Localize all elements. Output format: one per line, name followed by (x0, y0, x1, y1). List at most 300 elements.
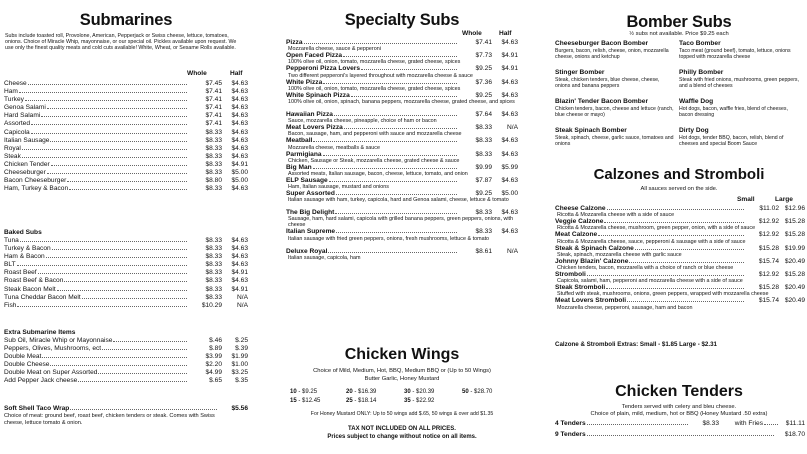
item-price-half: $5.00 (231, 169, 248, 177)
baked-subs-list (4, 225, 248, 310)
menu-row (4, 129, 248, 137)
item-name: 9 Tenders (555, 431, 586, 439)
menu-row (4, 369, 248, 377)
item-price-whole: $8.33 (205, 261, 222, 269)
item-price-whole: $8.33 (205, 185, 222, 193)
item-price-whole: $9.25 (475, 65, 492, 73)
item-price-whole: $2.20 (205, 361, 222, 369)
item-price-whole: $8.61 (475, 247, 492, 255)
item-name: Steak Bacon Melt (4, 285, 56, 293)
item-price-whole: $7.41 (205, 104, 222, 112)
item-name-wrap (286, 248, 458, 255)
menu-row (555, 271, 805, 278)
item-name: Assorted (4, 120, 31, 128)
wing-count: 30 (404, 389, 411, 395)
item-description: Italian sausage with ham, turkey, capicola, hard and Genoa salami, cheese, lettuce & tomato (288, 197, 509, 204)
item-price-half: $4.63 (501, 137, 518, 145)
item-description: Stuffed with steak, mushrooms, onions, green peppers, wrapped with mozzarella cheese (557, 291, 769, 298)
item-price-whole: $.46 (209, 337, 222, 344)
item-description: Two different pepperoni's layered throughout with mozzarella cheese & sauce (288, 72, 473, 79)
wings-note: For Honey Mustard ONLY: Up to 50 wings add $.65, 50 wings & over add $1.35 (310, 411, 494, 417)
item-price-half: $4.63 (231, 80, 248, 87)
item-name: Tuna (4, 237, 19, 244)
item-price-whole: $8.33 (205, 277, 222, 285)
menu-row (555, 420, 805, 428)
item-name-wrap (286, 39, 458, 46)
item-description: Ricotta & Mozzarella cheese, sauce, pepperoni & sausage with a side of sauce (557, 238, 746, 245)
item-name: The Big Delight (286, 209, 335, 217)
item-price-large: $15.28 (784, 270, 805, 278)
item-description: Mozzarella cheese, meatballs & sauce (288, 144, 380, 151)
item-price: $8.33 (702, 420, 719, 427)
menu-row (4, 96, 248, 104)
item-price-half: $4.63 (501, 150, 518, 158)
menu-row (4, 120, 248, 128)
item-name: Sub Oil, Miracle Whip or Mayonnaise (4, 337, 113, 344)
item-price-whole: $8.33 (475, 137, 492, 145)
menu-row (4, 237, 248, 245)
wing-count: 50 (462, 389, 469, 395)
calzone-list (555, 205, 805, 311)
item-price-whole: $8.33 (205, 269, 222, 277)
item-description: Hot dogs, bacon, waffle fries, blend of cheeses, bacon dressing (679, 105, 788, 118)
item-price-half: $4.63 (501, 78, 518, 86)
specialty-list (286, 39, 518, 261)
item-price-whole: $9.25 (475, 190, 492, 198)
menu-row (4, 302, 248, 310)
item-price-small: $12.92 (758, 270, 779, 278)
item-price: $5.56 (231, 405, 248, 412)
item-name: White Pizza (286, 78, 323, 86)
item-price-whole: $8.33 (475, 209, 492, 217)
item-price-whole: $8.33 (205, 253, 222, 261)
menu-row (4, 169, 248, 177)
item-price-whole: $8.33 (205, 293, 222, 301)
item-name: Fish (4, 301, 17, 309)
wing-price: $28.70 (474, 389, 493, 395)
item-price-large: $20.49 (784, 284, 805, 292)
submarines-intro: Subs include toasted roll, Provolone, American, Pepperjack or Swiss cheese, lettuce, tomatoes, onions. Choice of Miracle Whip, mayonnaise, or our special oil. Pickles available upon request. We use only the finest quality meats and cold cuts available! White, Wheat, or Sesame Rolls available. (5, 33, 237, 52)
item-name: Cheeseburger Bacon Bomber (555, 40, 649, 47)
menu-row (4, 261, 248, 269)
col-whole-header: Whole (462, 30, 482, 37)
item-name: Double Meat (4, 353, 42, 361)
item-price-half: $4.63 (231, 120, 248, 128)
item-price-whole: $7.64 (475, 110, 492, 118)
menu-row (555, 231, 805, 238)
specialty-title: Specialty Subs (344, 11, 460, 29)
item-price-half: $4.63 (231, 277, 248, 285)
item-name: Ham, Turkey & Bacon (4, 185, 69, 193)
item-description: 100% olive oil, onion, spinach, banana peppers, mozzarella cheese, grated cheese, and spices (288, 98, 515, 105)
submarine-list (4, 80, 248, 193)
menu-row (4, 112, 248, 120)
menu-row (286, 177, 518, 184)
tenders-line2: Choice of plain, mild, medium, hot or BBQ (Honey Mustard .50 extra) (590, 411, 768, 417)
item-price-half: $4.63 (231, 136, 248, 144)
menu-row (4, 286, 248, 294)
item-price-small: $15.28 (758, 284, 779, 292)
menu-row (4, 80, 248, 88)
extra-items-heading: Extra Submarine Items (4, 329, 76, 336)
item-name-wrap (555, 245, 745, 252)
menu-row (555, 245, 805, 252)
item-price-whole: $8.33 (475, 228, 492, 236)
wing-count: 25 (346, 398, 353, 404)
menu-row (4, 161, 248, 169)
item-price-whole: $8.33 (205, 144, 222, 152)
wing-price: $9.25 (302, 389, 318, 395)
item-name: Deluxe Royal (286, 247, 328, 255)
item-description: Sauce, mozzarella cheese, pineapple, choice of ham or bacon (288, 118, 437, 125)
item-price-half: $4.63 (501, 91, 518, 99)
item-name: Steak (4, 152, 21, 160)
item-name-wrap (286, 124, 458, 131)
item-description: Assorted meats, Italian sausage, bacon, cheese, lettuce, tomato, and onion (288, 170, 468, 177)
wings-line1: Choice of Mild, Medium, Hot, BBQ, Medium BBQ or (Up to 50 Wings) (313, 368, 491, 374)
item-price-whole: $7.41 (205, 88, 222, 96)
wing-price-cell: 10 - $9.25 (290, 389, 318, 395)
item-description: Capicola, salami, ham, pepperoni and mozzarella cheese with a side of sauce (557, 278, 743, 285)
item-name: Royal (4, 144, 21, 152)
item-price-half: N/A (507, 124, 518, 132)
menu-row (4, 245, 248, 253)
item-with-label: with Fries (734, 420, 763, 427)
item-name: Big Man (286, 163, 312, 171)
item-price-whole: $8.80 (205, 177, 222, 185)
item-price-half: $.25 (235, 337, 248, 344)
tenders-title: Chicken Tenders (615, 383, 743, 400)
menu-row (4, 361, 248, 369)
wing-price: $22.92 (416, 398, 435, 404)
col-whole-header: Whole (187, 70, 207, 77)
item-price-whole: $.89 (209, 345, 222, 353)
menu-row (4, 253, 248, 261)
item-name: Meat Calzone (555, 231, 598, 239)
item-name: Chicken Tender (4, 160, 50, 168)
item-price-large: $15.28 (784, 218, 805, 226)
item-price-whole: $7.41 (205, 120, 222, 128)
menu-row (286, 209, 518, 216)
menu-row (286, 92, 518, 99)
item-name: Turkey & Bacon (4, 245, 51, 253)
item-price-whole: $8.33 (205, 285, 222, 293)
menu-row (555, 258, 805, 265)
item-price-whole: $8.33 (205, 160, 222, 168)
item-price-whole: $7.73 (475, 52, 492, 60)
item-description: Italian sausage with fried green peppers, onions, fresh mushrooms, lettuce & tomato (288, 235, 490, 242)
bomber-left-list (555, 40, 675, 156)
wing-price: $16.39 (358, 389, 377, 395)
menu-row (555, 431, 805, 439)
item-name: Stromboli (555, 270, 586, 278)
item-price-whole: $8.33 (205, 245, 222, 253)
item-description: Bacon, sausage, ham, and pepperoni with sauce and mozzarella cheese (288, 131, 462, 138)
item-name: Bacon Cheeseburger (4, 177, 67, 185)
item-description: Sausage, ham, hard salami, capicola with grilled banana peppers, green peppers, onions, with cheese (288, 216, 514, 229)
item-price-whole: $8.33 (205, 152, 222, 160)
item-name: Hard Salami (4, 112, 41, 120)
menu-row (286, 190, 518, 197)
item-description: Steak, spinach, cheese, garlic sauce, tomatoes and onions (555, 134, 674, 147)
item-price-large: $20.49 (784, 297, 805, 305)
bomber-item (679, 40, 803, 69)
menu-row (555, 297, 805, 304)
item-price-half: $4.63 (231, 88, 248, 96)
wings-line2: Butter Garlic, Honey Mustard (364, 376, 440, 382)
item-name: Dirty Dog (679, 127, 709, 134)
menu-row (4, 88, 248, 96)
item-name: Roast Beef (4, 269, 37, 277)
item-price-whole: $7.45 (205, 80, 222, 87)
baked-subs-heading: Baked Subs (4, 229, 42, 236)
item-price-whole: $10.29 (201, 301, 222, 309)
item-name: Steak Spinach Bomber (555, 127, 627, 134)
item-name: 4 Tenders (555, 420, 586, 427)
bomber-item (555, 127, 675, 156)
item-name: Blazin' Tender Bacon Bomber (555, 98, 649, 105)
item-price-half: $4.63 (231, 152, 248, 160)
item-price-half: $.39 (235, 345, 248, 353)
item-name-wrap (555, 271, 745, 278)
item-name: Johnny Blazin' Calzone (555, 257, 629, 265)
calzone-extras: Calzone & Stromboli Extras: Small - $1.85 Large - $2.31 (555, 341, 717, 348)
item-price-whole: $7.41 (205, 96, 222, 104)
menu-row (4, 145, 248, 153)
calzones-title: Calzones and Stromboli (593, 166, 765, 183)
item-name: Meatball (286, 137, 313, 145)
item-description: Italian sausage, capicola, ham (288, 254, 361, 261)
item-price-half: N/A (237, 301, 248, 309)
item-name: Italian Sausage (4, 136, 50, 144)
item-price-half: $4.91 (231, 285, 248, 293)
item-with-price: $11.11 (785, 420, 805, 427)
item-price-half: $1.00 (231, 361, 248, 369)
item-description: Burgers, bacon, relish, cheese, onion, mozzarella cheese, onions and ketchup (555, 47, 669, 60)
menu-row (4, 137, 248, 145)
menu-row (4, 277, 248, 285)
menu-row (286, 228, 518, 235)
item-price-half: $4.91 (231, 269, 248, 277)
item-name: Super Assorted (286, 190, 335, 198)
item-price-half: $4.63 (231, 261, 248, 269)
item-description: Ricotta & Mozzarella cheese, mushroom, green pepper, onion, with a side of sauce (557, 225, 756, 232)
bomber-item (679, 127, 803, 156)
item-name-wrap (286, 228, 458, 235)
item-price-half: N/A (507, 247, 518, 255)
item-name-wrap (286, 209, 458, 216)
item-price-half: $4.63 (231, 128, 248, 136)
item-price-half: $4.63 (501, 110, 518, 118)
wings-title: Chicken Wings (344, 346, 460, 363)
item-price-whole: $9.99 (475, 163, 492, 171)
bomber-item (555, 69, 675, 98)
item-name: Ham & Bacon (4, 253, 45, 261)
item-name: Open Faced Pizza (286, 52, 343, 60)
item-name: Genoa Salami (4, 104, 46, 112)
col-half-header: Half (230, 70, 243, 77)
item-name-wrap (555, 284, 745, 291)
item-name-wrap (555, 218, 745, 225)
item-price-whole: $.65 (209, 377, 222, 385)
item-name: Philly Bomber (679, 69, 724, 76)
item-description: Hot dogs, tender BBQ, bacon, relish, blend of cheeses and special Boom Sauce (679, 134, 784, 147)
item-price-large: $12.96 (784, 205, 805, 212)
wing-price: $18.14 (358, 398, 377, 404)
item-price-small: $15.74 (758, 257, 779, 265)
menu-row (4, 177, 248, 185)
item-price-large: $15.28 (784, 231, 805, 239)
col-large-header: Large (775, 196, 793, 203)
bomber-item (679, 69, 803, 98)
price-change-note: Prices subject to change without notice on all items. (327, 434, 477, 440)
item-name: Stinger Bomber (555, 69, 605, 76)
item-price-whole: $8.33 (475, 124, 492, 132)
item-description: Steak, spinach, mozzarella cheese with garlic sauce (557, 251, 682, 258)
item-description: Steak, chicken tenders, blue cheese, cheese, onions and banana peppers (555, 76, 660, 89)
tenders-line1: Tenders served with celery and bleu cheese. (621, 404, 737, 410)
menu-row (4, 405, 248, 413)
item-price-half: $4.63 (231, 112, 248, 120)
item-name: Tuna Cheddar Bacon Melt (4, 293, 81, 301)
item-name-wrap (286, 151, 458, 158)
item-description: 100% olive oil, onion, tomato, mozzarella cheese, grated cheese, spices (288, 85, 461, 92)
item-price-half: $4.63 (231, 245, 248, 253)
item-price-half: $4.91 (501, 65, 518, 73)
wing-count: 35 (404, 398, 411, 404)
item-price-whole: $3.99 (205, 353, 222, 361)
item-price-half: $5.99 (501, 163, 518, 171)
item-name-wrap (555, 205, 745, 212)
item-name-wrap (286, 177, 458, 184)
item-description: Ricotta & Mozzarella cheese with a side of sauce (557, 212, 675, 219)
tenders-list (555, 420, 805, 439)
item-description: 100% olive oil, onion, tomato, mozzarella cheese, grated cheese, spices (288, 59, 461, 66)
item-price-half: $4.63 (501, 176, 518, 184)
item-name: Add Pepper Jack cheese (4, 377, 78, 385)
item-price: $18.70 (784, 431, 805, 439)
menu-row (286, 124, 518, 131)
wing-count: 15 (290, 398, 297, 404)
item-name: Italian Supreme (286, 228, 336, 236)
item-price-whole: $4.99 (205, 369, 222, 377)
item-name: Pizza (286, 39, 303, 46)
bomber-title: Bomber Subs (626, 13, 732, 31)
item-price-whole: $7.36 (475, 78, 492, 86)
item-price-half: $4.63 (501, 228, 518, 236)
item-name: Steak & Spinach Calzone (555, 244, 634, 252)
item-name-wrap (286, 137, 458, 144)
item-name: Capicola (4, 128, 30, 136)
item-name: Steak Stromboli (555, 284, 606, 292)
item-name: Waffle Dog (679, 98, 714, 105)
bomber-subtitle: ½ subs not available. Price $9.25 each (629, 31, 729, 37)
item-price-whole: $8.33 (205, 237, 222, 244)
item-name-wrap (286, 92, 458, 99)
menu-row (4, 294, 248, 302)
tax-note: TAX NOT INCLUDED ON ALL PRICES. (348, 426, 456, 432)
extra-items-list (4, 325, 248, 386)
menu-row (286, 248, 518, 255)
col-half-header: Half (499, 30, 512, 37)
item-price-half: $4.63 (501, 209, 518, 217)
wing-count: 20 (346, 389, 353, 395)
menu-row (4, 153, 248, 161)
item-description: Chicken tenders, bacon, cheese and lettuce (ranch, blue cheese or mayo) (555, 105, 674, 118)
item-price-half: $3.25 (231, 369, 248, 377)
item-name-wrap (286, 164, 458, 171)
item-name-wrap (286, 52, 458, 59)
menu-row (4, 353, 248, 361)
item-name: Pepperoni Pizza Lovers (286, 65, 361, 73)
menu-row (286, 79, 518, 86)
item-description: Ham, Italian sausage, mustard and onions (288, 184, 389, 191)
menu-row (286, 65, 518, 72)
item-name: Soft Shell Taco Wrap (4, 405, 70, 412)
item-name: Cheeseburger (4, 169, 46, 177)
item-name-wrap (286, 65, 458, 72)
item-price-half: $4.91 (501, 52, 518, 60)
item-price-half: $4.91 (231, 160, 248, 168)
item-price-half: $4.63 (231, 104, 248, 112)
item-name: Ham (4, 88, 18, 96)
wing-price-cell: 35 - $22.92 (404, 398, 435, 404)
calzones-subtitle: All sauces served on the side. (640, 186, 718, 192)
item-name: Peppers, Olives, Mushrooms, ect (4, 345, 102, 353)
wing-price-cell: 15 - $12.45 (290, 398, 321, 404)
item-price-half: $4.63 (231, 253, 248, 261)
item-price-half: $4.63 (231, 237, 248, 244)
item-name: Veggie Calzone (555, 218, 604, 226)
menu-row (286, 52, 518, 59)
specialty-column (286, 0, 518, 454)
item-name: Parmigiana (286, 150, 322, 158)
item-price-small: $15.74 (758, 297, 779, 305)
menu-row (4, 377, 248, 385)
item-price-half: N/A (237, 293, 248, 301)
menu-row (286, 111, 518, 118)
item-price-whole: $7.87 (475, 176, 492, 184)
item-price-large: $19.99 (784, 244, 805, 252)
bomber-item (555, 98, 675, 127)
item-name: Cheese (4, 80, 27, 87)
item-description: Choice of meat: ground beef, roast beef, chicken tenders or steak. Comes with Swiss cheese, lettuce tomato & onion. (4, 413, 215, 426)
item-name-wrap (555, 258, 745, 265)
item-price-small: $11.02 (759, 205, 779, 212)
item-price-whole: $7.41 (205, 112, 222, 120)
item-name-wrap (555, 231, 745, 238)
item-name: Cheese Calzone (555, 205, 606, 212)
menu-row (4, 269, 248, 277)
item-name: Taco Bomber (679, 40, 721, 47)
submarines-title: Submarines (79, 11, 173, 29)
item-name-wrap (286, 111, 458, 118)
item-price-small: $12.92 (758, 218, 779, 226)
item-name: Meat Lovers Stromboli (555, 297, 627, 305)
item-description: Steak with fried onions, mushrooms, green peppers, and a blend of cheeses (679, 76, 799, 89)
item-price-small: $15.28 (758, 244, 779, 252)
menu-row (555, 284, 805, 291)
menu-row (4, 345, 248, 353)
menu-row (286, 151, 518, 158)
item-name-wrap (286, 190, 458, 197)
item-price-half: $5.00 (231, 177, 248, 185)
item-price-half: $.35 (235, 377, 248, 385)
item-price-whole: $8.33 (475, 150, 492, 158)
item-price-half: $1.99 (231, 353, 248, 361)
wing-price-cell: 25 - $18.14 (346, 398, 377, 404)
item-description: Chicken, Sausage or Steak, mozzarella cheese, grated cheese & sauce (288, 157, 460, 164)
